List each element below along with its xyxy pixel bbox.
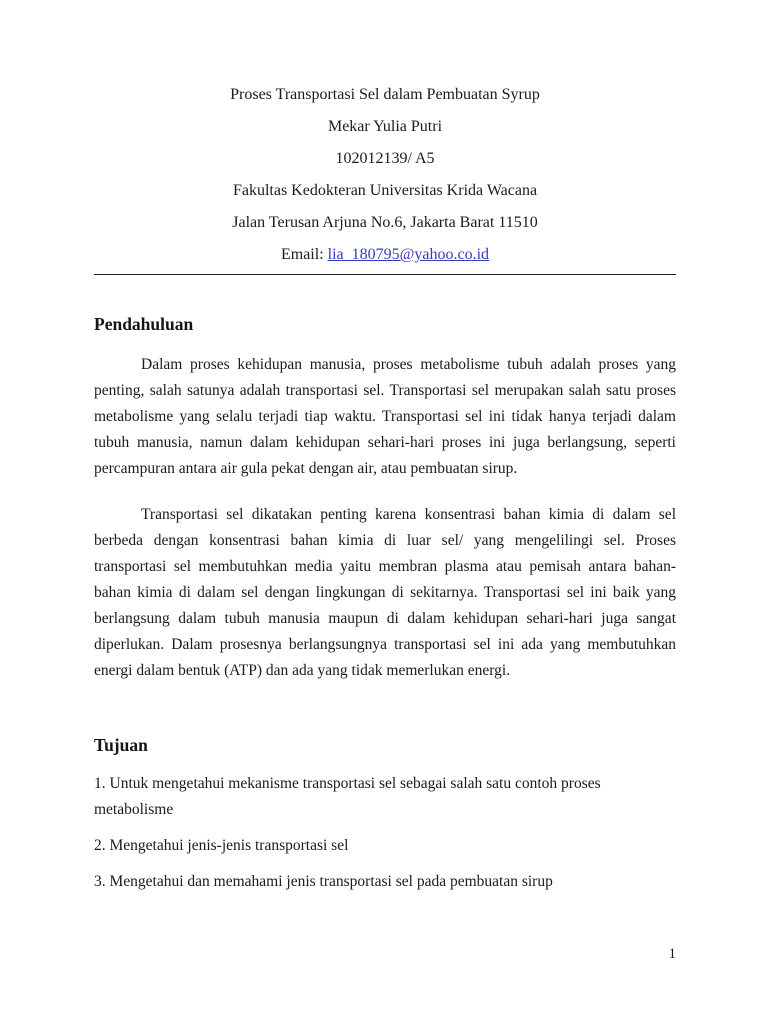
section-heading-tujuan: Tujuan <box>94 735 148 755</box>
doc-address: Jalan Terusan Arjuna No.6, Jakarta Barat 11510 <box>232 214 538 231</box>
section-heading-pendahuluan: Pendahuluan <box>94 314 194 334</box>
email-label: Email: <box>280 246 328 263</box>
header-divider <box>94 274 676 275</box>
page-number: 1 <box>668 946 676 962</box>
document-header <box>94 82 676 268</box>
pendahuluan-paragraph-1: Dalam proses kehidupan manusia, proses metabolisme tubuh adalah proses yang penting, salah satunya adalah transportasi sel. Transportasi sel merupakan salah satu proses metabolisme yang selalu terjadi tiap waktu. Transportasi sel ini tidak hanya terjadi dalam tubuh manusia, namun dalam kehidupan sehari-hari proses ini juga berlangsung, seperti percampuran antara air gula pekat dengan air, atau pembuatan sirup. <box>94 356 676 477</box>
doc-author: Mekar Yulia Putri <box>327 118 443 135</box>
doc-title: Proses Transportasi Sel dalam Pembuatan Syrup <box>230 86 540 103</box>
tujuan-item-2: 2. Mengetahui jenis-jenis transportasi sel <box>94 837 349 854</box>
tujuan-item-3: 3. Mengetahui dan memahami jenis transportasi sel pada pembuatan sirup <box>94 873 553 890</box>
pendahuluan-paragraph-2: Transportasi sel dikatakan penting karena konsentrasi bahan kimia di dalam sel berbeda dengan konsentrasi bahan kimia di luar sel/ yang mengelilingi sel. Proses transportasi sel membutuhkan media yaitu membran plasma atau pemisah antara bahan-bahan kimia di dalam sel dengan lingkungan di sekitarnya. Transportasi sel ini baik yang berlangsung dalam tubuh manusia maupun di dalam kehidupan sehari-hari juga sangat diperlukan. Dalam prosesnya berlangsungnya transportasi sel ini ada yang membutuhkan energi dalam bentuk (ATP) dan ada yang tidak memerlukan energi. <box>94 506 676 679</box>
email-link[interactable]: lia_180795@yahoo.co.id <box>327 246 490 263</box>
doc-email-line <box>94 242 676 268</box>
doc-faculty: Fakultas Kedokteran Universitas Krida Wacana <box>232 182 538 199</box>
tujuan-item-1: 1. Untuk mengetahui mekanisme transportasi sel sebagai salah satu contoh proses metabolisme <box>94 775 601 818</box>
doc-student-id: 102012139/ A5 <box>335 150 435 167</box>
